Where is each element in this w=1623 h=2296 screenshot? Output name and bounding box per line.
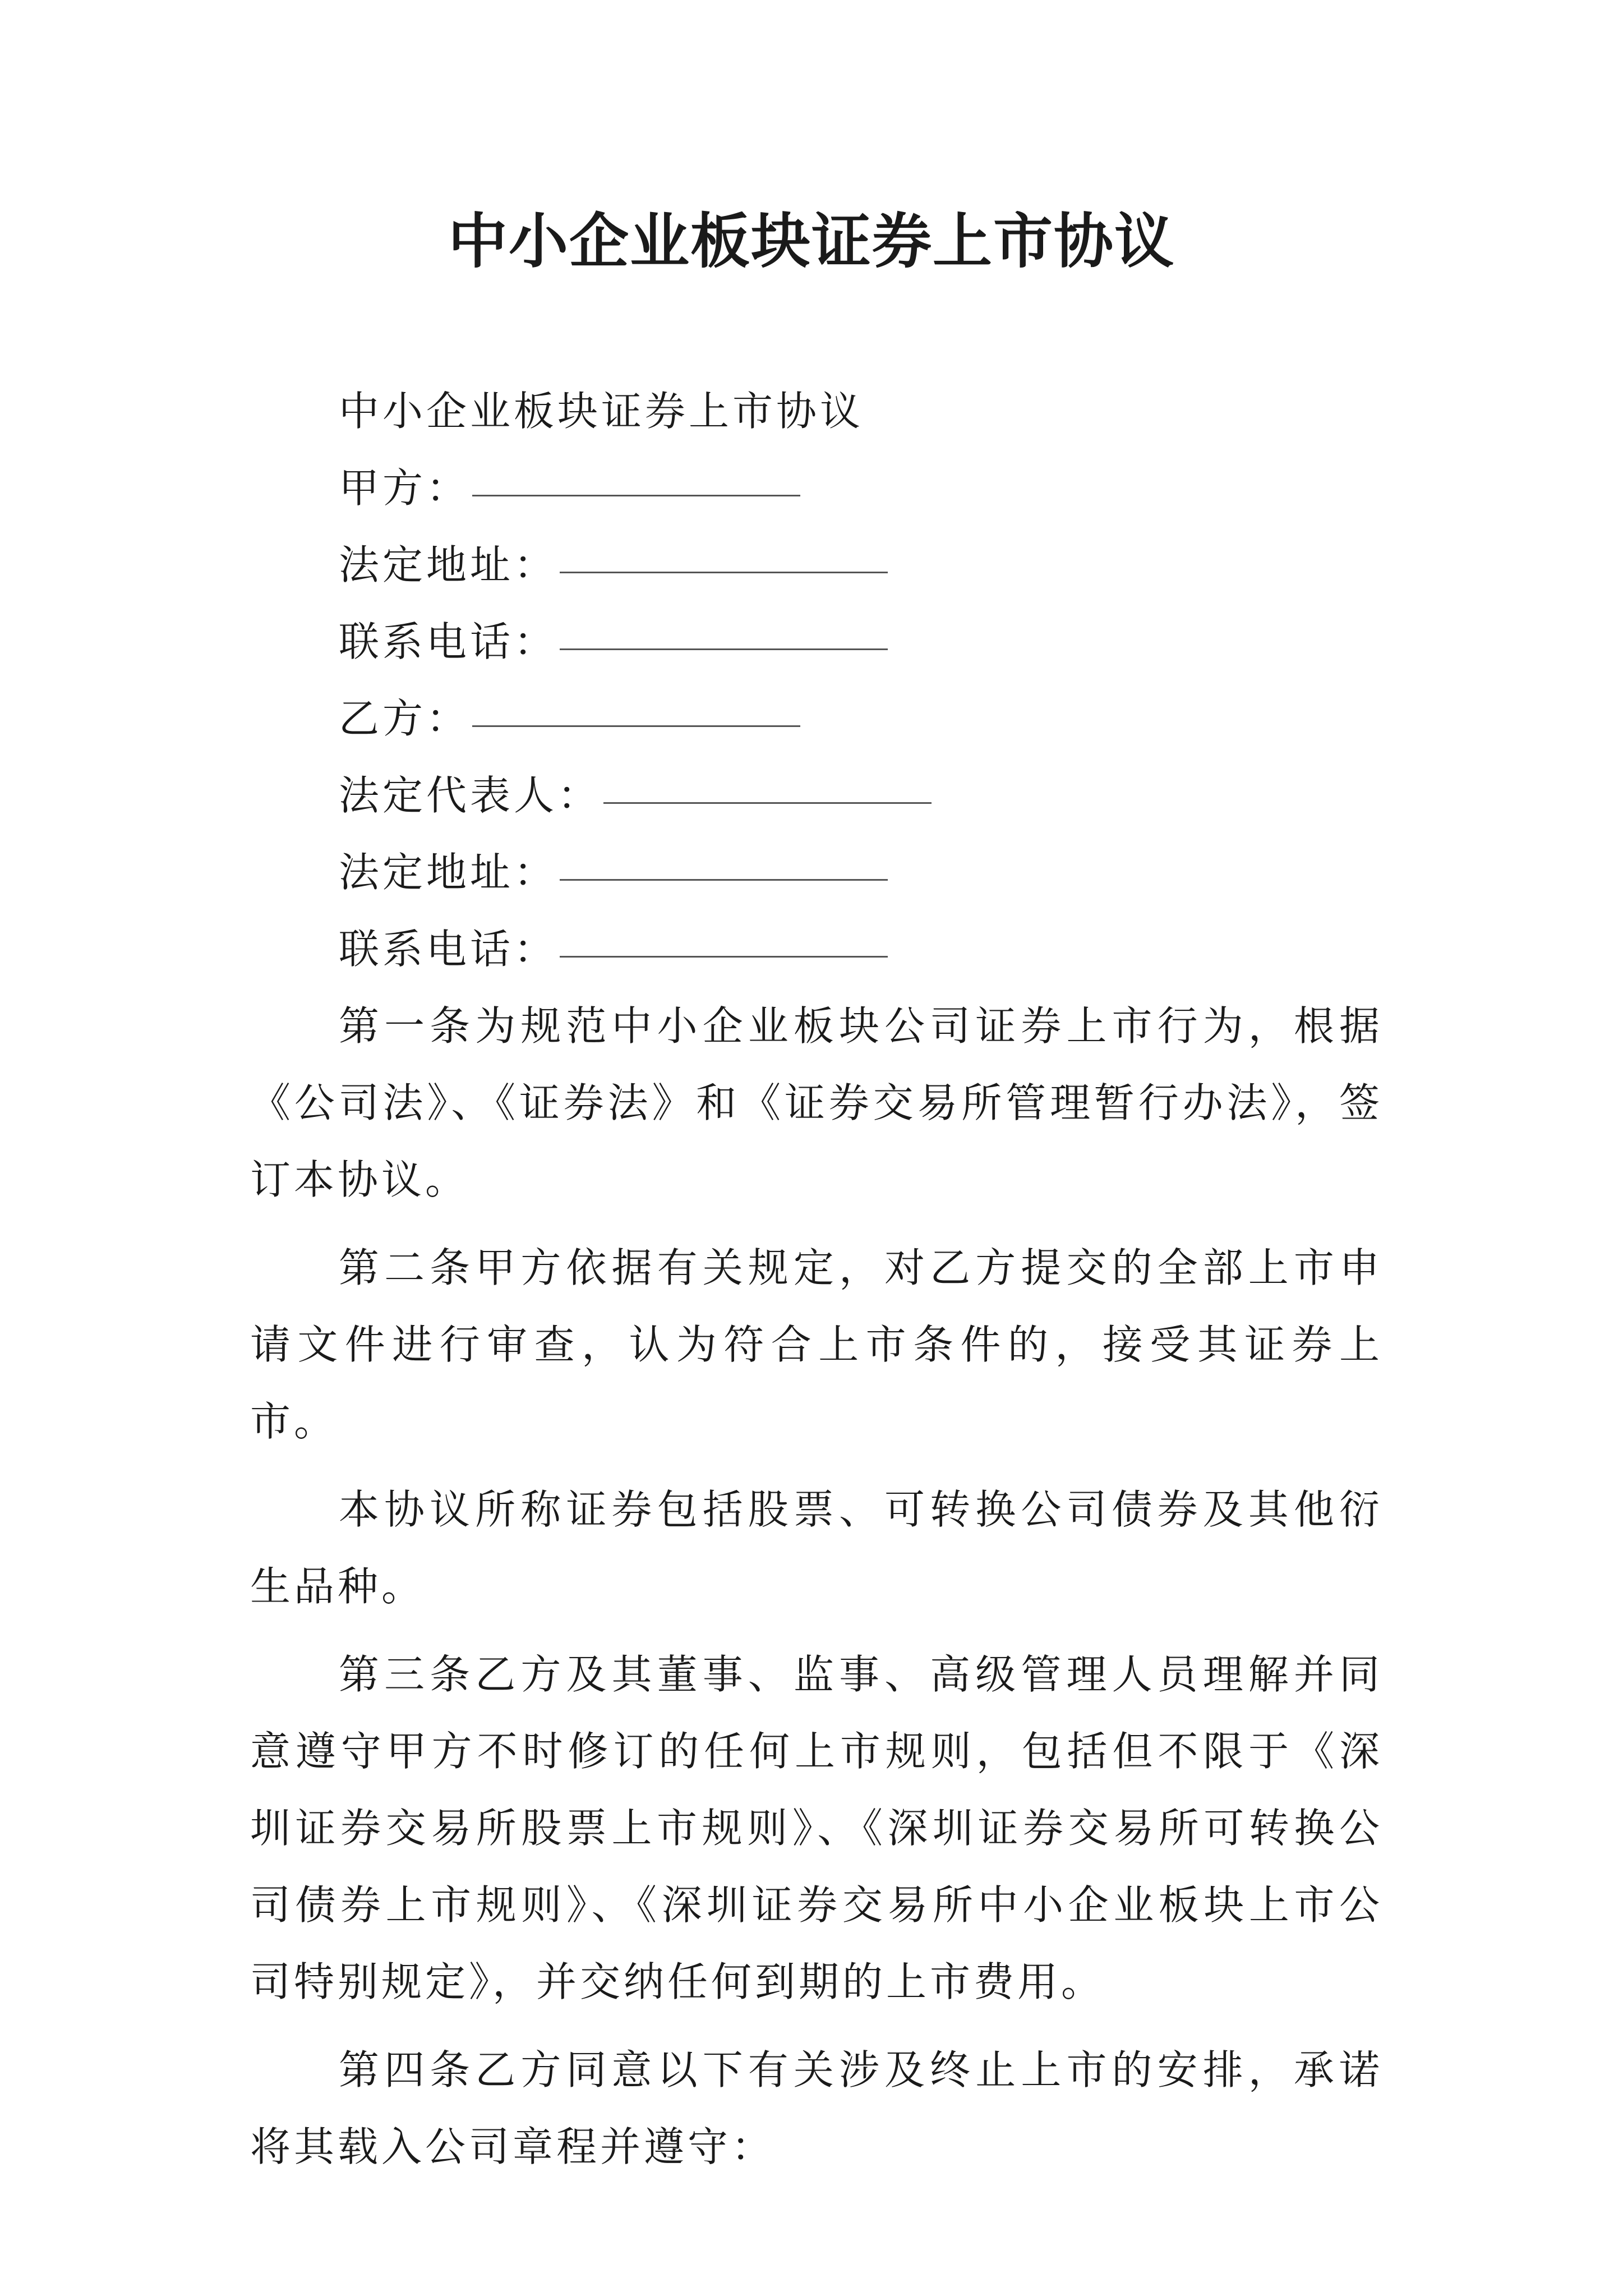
document-title: 中小企业板块证券上市协议 <box>448 206 1175 276</box>
party-b-address-row <box>339 834 932 911</box>
party-a-phone-blank <box>560 604 888 650</box>
party-a-label: 甲方： <box>339 464 471 512</box>
document-subtitle: 中小企业板块证券上市协议 <box>339 388 864 435</box>
party-b-address-label: 法定地址： <box>339 849 558 896</box>
party-a-row <box>339 450 932 527</box>
article-3-paragraph: 第三条乙方及其董事、监事、高级管理人员理解并同意遵守甲方不时修订的任何上市规则，包括但不限于《深圳证券交易所股票上市规则》、《深圳证券交易所可转换公司债券上市规则》、《深圳证券交易所中小企业板块上市公司特别规定》，并交纳任何到期的上市费用。 <box>250 1651 1383 2005</box>
party-a-address-blank <box>560 527 888 573</box>
party-a-phone-row <box>339 604 932 680</box>
article-4-paragraph: 第四条乙方同意以下有关涉及终止上市的安排，承诺将其载入公司章程并遵守： <box>250 2046 1383 2170</box>
party-b-address-blank <box>560 834 888 881</box>
party-b-phone-label: 联系电话： <box>339 926 558 973</box>
article-2-paragraph: 第二条甲方依据有关规定，对乙方提交的全部上市申请文件进行审查，认为符合上市条件的，接受其证券上市。 <box>250 1244 1383 1445</box>
party-b-phone-blank <box>560 911 888 958</box>
party-b-representative-blank <box>603 757 932 804</box>
party-b-label: 乙方： <box>339 695 471 742</box>
party-a-phone-label: 联系电话： <box>339 618 558 665</box>
party-info-block <box>339 373 932 988</box>
article-1-paragraph: 第一条为规范中小企业板块公司证券上市行为，根据《公司法》、《证券法》和《证券交易所管理暂行办法》，签订本协议。 <box>250 1002 1383 1203</box>
party-b-representative-row <box>339 757 932 834</box>
securities-definition-paragraph: 本协议所称证券包括股票、可转换公司债券及其他衍生品种。 <box>250 1486 1383 1610</box>
party-a-address-label: 法定地址： <box>339 541 558 588</box>
party-b-blank <box>472 680 800 727</box>
party-b-row <box>339 680 932 757</box>
party-b-representative-label: 法定代表人： <box>339 772 602 819</box>
subtitle-row <box>339 373 932 450</box>
agreement-body <box>250 988 1383 2197</box>
party-a-address-row <box>339 527 932 604</box>
party-b-phone-row <box>339 911 932 988</box>
party-a-blank <box>472 450 800 496</box>
